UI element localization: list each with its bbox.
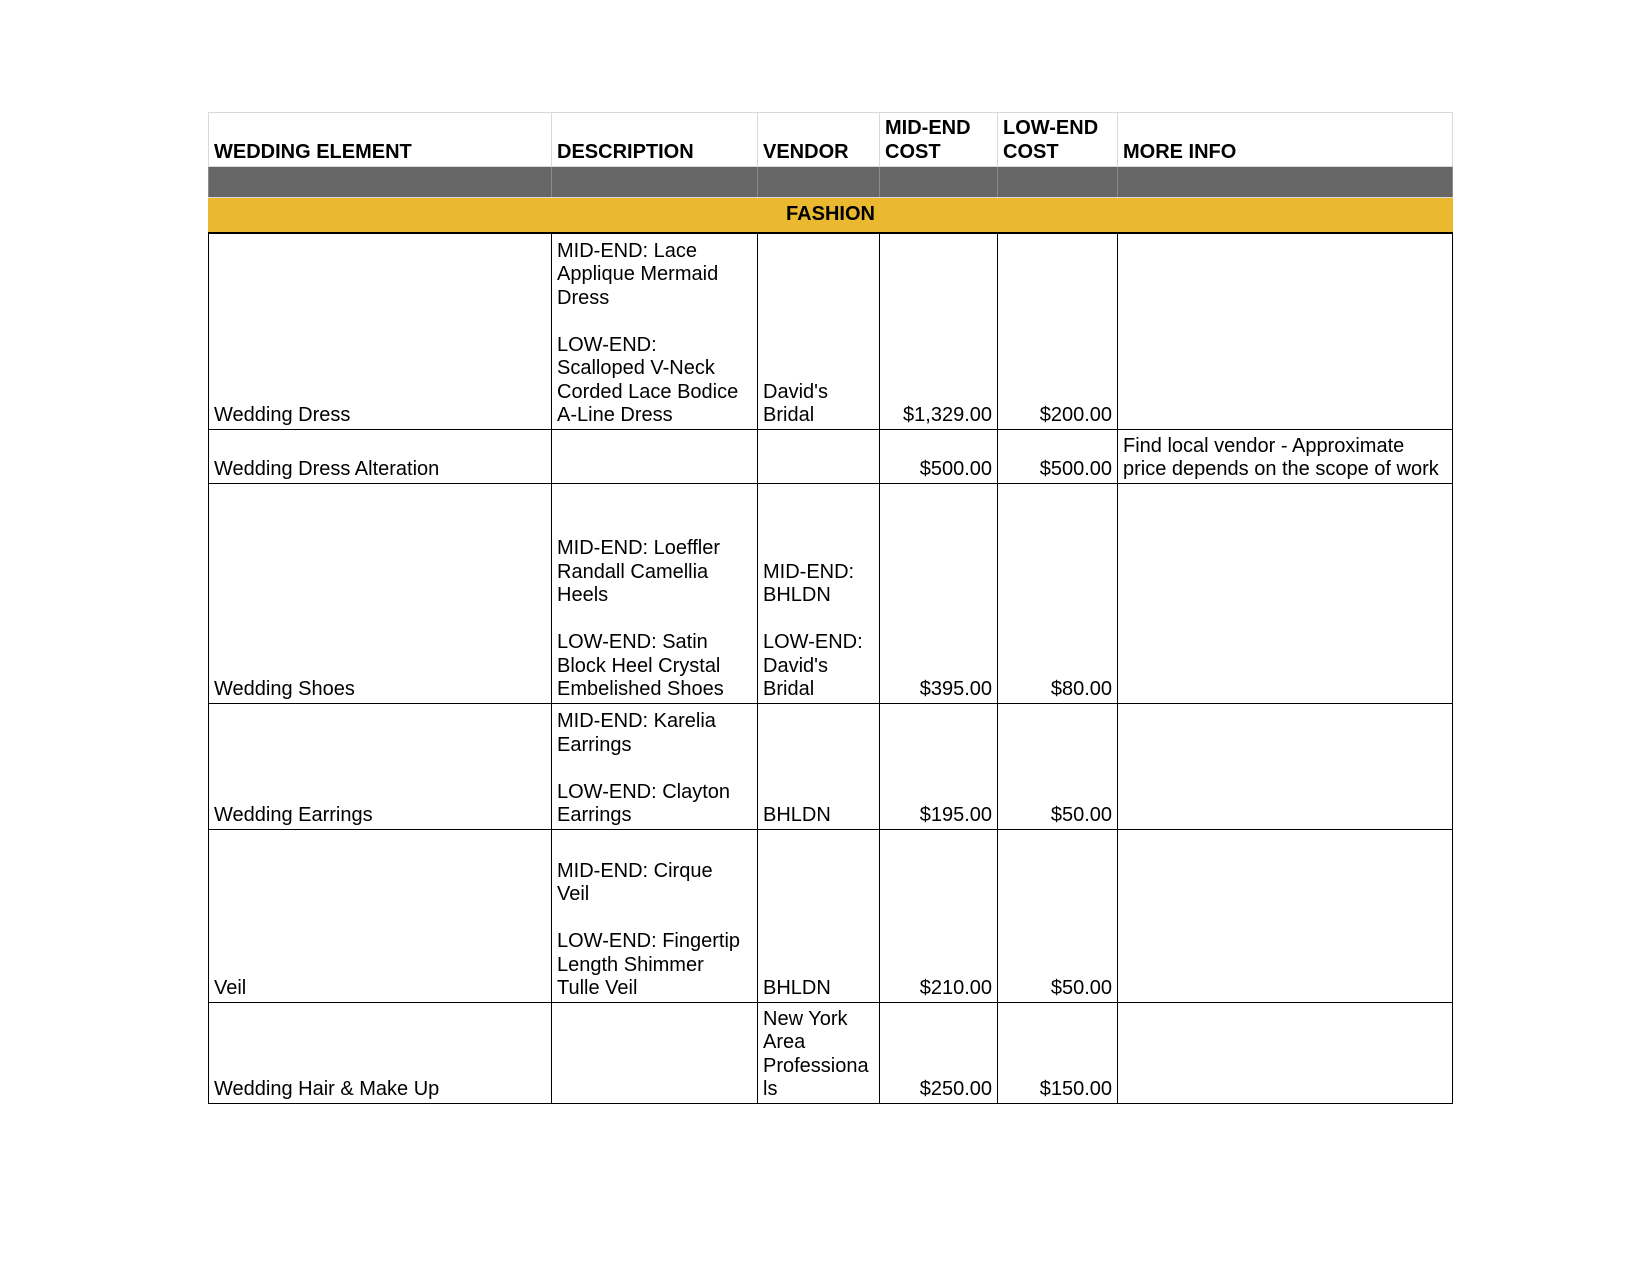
spacer-cell[interactable]: [1118, 167, 1453, 198]
cell-vendor[interactable]: BHLDN: [758, 703, 880, 829]
cell-more-info[interactable]: [1118, 703, 1453, 829]
cell-element[interactable]: Wedding Shoes: [209, 483, 552, 703]
cell-element[interactable]: Wedding Dress: [209, 233, 552, 429]
cell-low-end-cost[interactable]: $150.00: [998, 1002, 1118, 1103]
table-header: [209, 113, 1453, 167]
cell-more-info[interactable]: [1118, 233, 1453, 429]
cell-vendor[interactable]: BHLDN: [758, 829, 880, 1002]
spacer-cell[interactable]: [552, 167, 758, 198]
cell-low-end-cost[interactable]: $50.00: [998, 703, 1118, 829]
header-mid-end-cost[interactable]: MID-END COST: [880, 113, 998, 167]
cell-description[interactable]: MID-END: Lace Applique Mermaid Dress LOW-END: Scalloped V-Neck Corded Lace Bodice A-Line Dress: [552, 233, 758, 429]
cell-vendor[interactable]: MID-END: BHLDN LOW-END: David's Bridal: [758, 483, 880, 703]
cell-element[interactable]: Wedding Dress Alteration: [209, 429, 552, 483]
header-vendor[interactable]: VENDOR: [758, 113, 880, 167]
table-row: [209, 829, 1453, 1002]
cell-mid-end-cost[interactable]: $210.00: [880, 829, 998, 1002]
cell-description[interactable]: [552, 429, 758, 483]
cell-low-end-cost[interactable]: $200.00: [998, 233, 1118, 429]
spacer-cell[interactable]: [998, 167, 1118, 198]
cell-element[interactable]: Wedding Hair & Make Up: [209, 1002, 552, 1103]
wedding-budget-sheet: [208, 112, 1452, 1104]
table-row: [209, 429, 1453, 483]
cell-mid-end-cost[interactable]: $195.00: [880, 703, 998, 829]
cell-description[interactable]: MID-END: Cirque Veil LOW-END: Fingertip Length Shimmer Tulle Veil: [552, 829, 758, 1002]
cell-description[interactable]: [552, 1002, 758, 1103]
table-row: [209, 483, 1453, 703]
cell-more-info[interactable]: [1118, 483, 1453, 703]
spacer-row: [209, 167, 1453, 198]
cell-element[interactable]: Veil: [209, 829, 552, 1002]
header-row: [209, 113, 1453, 167]
cell-low-end-cost[interactable]: $500.00: [998, 429, 1118, 483]
table-row: [209, 703, 1453, 829]
spacer-cell[interactable]: [758, 167, 880, 198]
cell-mid-end-cost[interactable]: $1,329.00: [880, 233, 998, 429]
cell-vendor[interactable]: David's Bridal: [758, 233, 880, 429]
cell-mid-end-cost[interactable]: $250.00: [880, 1002, 998, 1103]
cell-element[interactable]: Wedding Earrings: [209, 703, 552, 829]
table-row: [209, 233, 1453, 429]
spacer-cell[interactable]: [880, 167, 998, 198]
cell-more-info[interactable]: Find local vendor - Approximate price depends on the scope of work: [1118, 429, 1453, 483]
header-description[interactable]: DESCRIPTION: [552, 113, 758, 167]
cell-more-info[interactable]: [1118, 1002, 1453, 1103]
cell-vendor[interactable]: New York Area Professiona ls: [758, 1002, 880, 1103]
header-wedding-element[interactable]: WEDDING ELEMENT: [209, 113, 552, 167]
fashion-items: [209, 233, 1453, 1103]
cell-low-end-cost[interactable]: $50.00: [998, 829, 1118, 1002]
cell-vendor[interactable]: [758, 429, 880, 483]
section-title[interactable]: FASHION: [209, 198, 1453, 234]
spacer-cell[interactable]: [209, 167, 552, 198]
cell-description[interactable]: MID-END: Karelia Earrings LOW-END: Clayton Earrings: [552, 703, 758, 829]
cell-mid-end-cost[interactable]: $395.00: [880, 483, 998, 703]
cell-description[interactable]: MID-END: Loeffler Randall Camellia Heels LOW-END: Satin Block Heel Crystal Embelished Shoes: [552, 483, 758, 703]
header-more-info[interactable]: MORE INFO: [1118, 113, 1453, 167]
cell-mid-end-cost[interactable]: $500.00: [880, 429, 998, 483]
header-low-end-cost[interactable]: LOW-END COST: [998, 113, 1118, 167]
cell-more-info[interactable]: [1118, 829, 1453, 1002]
cell-low-end-cost[interactable]: $80.00: [998, 483, 1118, 703]
table-row: [209, 1002, 1453, 1103]
section-row-fashion: [209, 198, 1453, 234]
wedding-budget-table: [208, 112, 1453, 1104]
